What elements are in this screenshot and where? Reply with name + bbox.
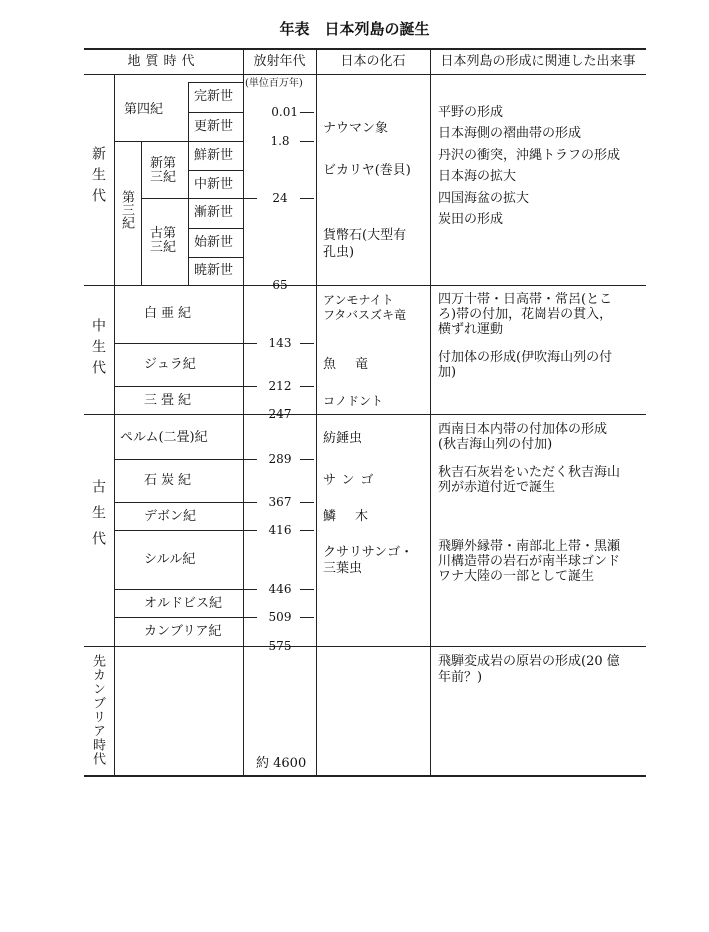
permian-carboniferous-line <box>114 459 243 460</box>
era-column-divider <box>114 74 115 775</box>
age-label: 約 4600 <box>256 756 307 771</box>
event-line: ワナ大陸の一部として誕生 <box>438 569 595 584</box>
age-unit: (単位百万年) <box>245 78 303 89</box>
fossil-vicarya: ビカリヤ(巻貝) <box>323 163 411 178</box>
period-silurian: シルル紀 <box>144 552 196 567</box>
period-carboniferous: 石炭紀 <box>144 473 196 488</box>
carboniferous-devonian-line <box>114 502 243 503</box>
fossil-conodont: コノドント <box>323 394 384 408</box>
header-radiometric: 放射年代 <box>253 54 306 69</box>
tick <box>300 459 314 460</box>
period-permian: ペルム(二畳)紀 <box>120 430 208 445</box>
tick <box>243 502 257 503</box>
epoch-holocene: 完新世 <box>194 89 234 104</box>
tick <box>243 589 257 590</box>
age-label: 416 <box>268 523 292 537</box>
fossil-trilobite: 三葉虫 <box>323 561 363 576</box>
age-label: 24 <box>272 191 288 205</box>
tick <box>300 112 314 113</box>
tick <box>300 617 314 618</box>
tick <box>243 617 257 618</box>
quaternary-line-top <box>188 82 243 83</box>
tick <box>300 285 314 286</box>
era-paleozoic: 古生代 <box>90 479 106 557</box>
fossil-coral: サンゴ <box>323 473 380 488</box>
page-title: 年表 日本列島の誕生 <box>279 20 430 38</box>
epoch-oligocene: 漸新世 <box>194 205 234 220</box>
age-label: 509 <box>268 610 292 624</box>
jurassic-triassic-line <box>114 386 243 387</box>
tick <box>300 386 314 387</box>
age-label: 247 <box>268 407 292 421</box>
pliocene-miocene-line <box>188 170 243 171</box>
event-line: 列が赤道付近で誕生 <box>438 480 556 495</box>
event-line: 四国海盆の拡大 <box>438 191 530 206</box>
tertiary-label-divider <box>141 141 142 285</box>
fossil-lepidodendron: 鱗 木 <box>323 509 372 524</box>
age-label: 0.01 <box>271 105 298 119</box>
event-line: 秋吉石灰岩をいただく秋吉海山 <box>438 465 621 480</box>
tick <box>300 141 314 142</box>
fossil-ammonite: アンモナイト <box>323 293 394 307</box>
period-triassic: 三畳紀 <box>144 393 196 408</box>
era-precambrian: 先カンブリア時代 <box>90 654 105 766</box>
age-label: 446 <box>268 582 292 596</box>
event-line: 年前？) <box>438 670 483 685</box>
age-label: 212 <box>268 379 292 393</box>
tick <box>243 386 257 387</box>
radiometric-fossils-divider <box>316 48 317 775</box>
period-ordovician: オルドビス紀 <box>144 596 223 611</box>
tick <box>300 530 314 531</box>
fossil-ichthyosaur: 魚 竜 <box>323 357 372 372</box>
event-line: 西南日本内帯の付加体の形成 <box>438 422 608 437</box>
period-cretaceous: 白亜紀 <box>144 306 196 321</box>
holocene-pleistocene-line <box>188 112 243 113</box>
table-bottom-rule <box>84 775 646 777</box>
event-line: 丹沢の衝突，沖縄トラフの形成 <box>438 148 621 163</box>
tick <box>243 198 257 199</box>
event-line: 飛騨変成岩の原岩の形成(20 億 <box>438 654 620 669</box>
event-line: 川構造帯の岩石が南半球ゴンド <box>438 554 621 569</box>
epoch-pliocene: 鮮新世 <box>194 148 234 163</box>
cenozoic-mesozoic-rule <box>84 285 646 286</box>
paleozoic-precambrian-rule <box>84 646 646 647</box>
period-jurassic: ジュラ紀 <box>144 357 196 372</box>
cretaceous-jurassic-line <box>114 343 243 344</box>
age-label: 65 <box>272 278 288 292</box>
period-neogene-line1: 新第 <box>150 156 177 171</box>
period-quaternary: 第四紀 <box>124 102 164 117</box>
period-neogene-line2: 三紀 <box>150 170 177 185</box>
event-line: 加) <box>438 365 457 380</box>
tick <box>243 459 257 460</box>
mesozoic-paleozoic-rule <box>84 414 646 415</box>
epoch-miocene: 中新世 <box>194 177 234 192</box>
tick <box>300 589 314 590</box>
quaternary-tertiary-line <box>114 141 243 142</box>
header-rule <box>84 74 646 75</box>
period-paleogene-line1: 古第 <box>150 226 177 241</box>
tick <box>243 285 257 286</box>
header-events: 日本列島の形成に関連した出来事 <box>440 54 636 69</box>
fossil-naumann: ナウマン象 <box>323 121 389 136</box>
period-tertiary: 第三紀 <box>119 190 134 229</box>
eocene-paleocene-line <box>188 257 243 258</box>
fossil-futaba: フタバスズキ竜 <box>323 308 407 322</box>
devonian-silurian-line <box>114 530 243 531</box>
ordovician-cambrian-line <box>114 617 243 618</box>
period-devonian: デボン紀 <box>144 509 197 524</box>
event-line: 平野の形成 <box>438 105 504 120</box>
tick <box>300 343 314 344</box>
table-top-rule <box>84 48 646 50</box>
tick <box>243 414 257 415</box>
tick <box>300 414 314 415</box>
fossil-fusulina: 紡錘虫 <box>323 431 363 446</box>
period-paleogene-line2: 三紀 <box>150 240 177 255</box>
fossil-nummulites-line2: 孔虫) <box>323 245 355 260</box>
age-label: 289 <box>268 452 292 466</box>
fossil-nummulites-line1: 貨幣石(大型有 <box>323 228 407 243</box>
event-line: 日本海側の褶曲帯の形成 <box>438 126 582 141</box>
header-period: 地質時代 <box>127 54 200 69</box>
age-label: 1.8 <box>270 134 290 148</box>
epoch-paleocene: 暁新世 <box>194 263 234 278</box>
era-mesozoic: 中生代 <box>90 318 106 381</box>
tick <box>300 646 314 647</box>
silurian-ordovician-line <box>114 589 243 590</box>
tick <box>300 502 314 503</box>
age-label: 575 <box>268 639 292 653</box>
tick <box>243 530 257 531</box>
period-cambrian: カンブリア紀 <box>144 624 222 639</box>
age-label: 143 <box>268 336 292 350</box>
event-line: (秋吉海山列の付加) <box>438 437 553 452</box>
neogene-paleogene-line <box>141 198 243 199</box>
event-line: 横ずれ運動 <box>438 322 504 337</box>
event-line: ろ)帯の付加，花崗岩の貫入， <box>438 307 613 322</box>
event-line: 付加体の形成(伊吹海山列の付 <box>438 350 613 365</box>
event-line: 炭田の形成 <box>438 212 504 227</box>
tick <box>300 198 314 199</box>
event-line: 飛騨外縁帯・南部北上帯・黒瀬 <box>438 539 621 554</box>
fossils-events-divider <box>430 48 431 775</box>
period-radiometric-divider <box>243 48 244 775</box>
event-line: 日本海の拡大 <box>438 169 517 184</box>
fossil-halysites: クサリサンゴ・ <box>323 545 414 560</box>
epoch-pleistocene: 更新世 <box>194 119 234 134</box>
tick <box>243 343 257 344</box>
header-fossils: 日本の化石 <box>340 54 406 69</box>
event-line: 四万十帯・日高帯・常呂(とこ <box>438 292 613 307</box>
tick <box>243 646 257 647</box>
era-cenozoic: 新生代 <box>90 146 106 209</box>
age-label: 367 <box>268 495 292 509</box>
oligocene-eocene-line <box>188 228 243 229</box>
epoch-eocene: 始新世 <box>194 235 234 250</box>
